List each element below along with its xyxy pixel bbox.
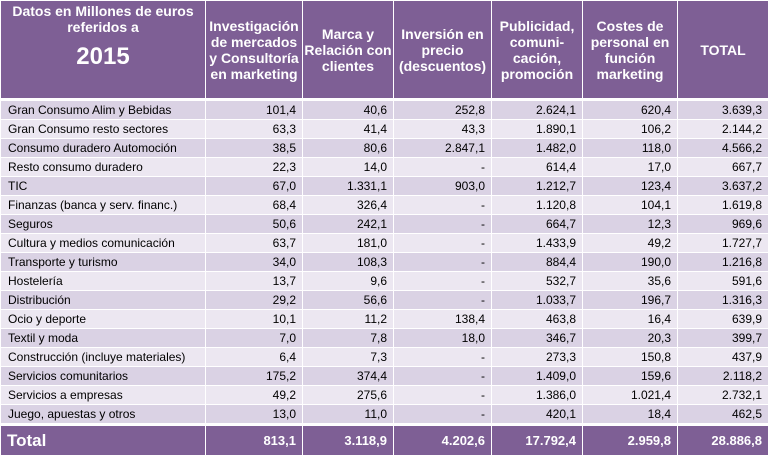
- value-cell: 374,4: [303, 367, 394, 386]
- value-cell: 1.120,8: [492, 196, 583, 215]
- value-cell: 273,3: [492, 348, 583, 367]
- header-corner: [1, 1, 206, 100]
- value-cell: 437,9: [678, 348, 768, 367]
- table-row: [1, 100, 768, 120]
- col-header-publicidad: Publicidad, comuni-cación, promoción: [492, 1, 583, 100]
- value-cell: 80,6: [303, 139, 394, 158]
- value-cell: 190,0: [583, 253, 678, 272]
- value-cell: 2.144,2: [678, 120, 768, 139]
- value-cell: 118,0: [583, 139, 678, 158]
- value-cell: 463,8: [492, 310, 583, 329]
- value-cell: 1.212,7: [492, 177, 583, 196]
- value-cell: 532,7: [492, 272, 583, 291]
- value-cell: 9,6: [303, 272, 394, 291]
- sector-label: Gran Consumo Alim y Bebidas: [1, 100, 206, 120]
- value-cell: -: [394, 253, 492, 272]
- value-cell: 1.021,4: [583, 386, 678, 405]
- value-cell: 63,3: [206, 120, 303, 139]
- value-cell: 22,3: [206, 158, 303, 177]
- value-cell: 50,6: [206, 215, 303, 234]
- sector-label: Construcción (incluye materiales): [1, 348, 206, 367]
- value-cell: 150,8: [583, 348, 678, 367]
- table-row: [1, 291, 768, 310]
- table-row: [1, 367, 768, 386]
- sector-label: Cultura y medios comunicación: [1, 234, 206, 253]
- value-cell: 6,4: [206, 348, 303, 367]
- value-cell: 196,7: [583, 291, 678, 310]
- col-header-marca: Marca y Relación con clientes: [303, 1, 394, 100]
- table-row: [1, 215, 768, 234]
- total-row: [1, 425, 768, 456]
- value-cell: 275,6: [303, 386, 394, 405]
- total-cell: 813,1: [206, 425, 303, 456]
- value-cell: 29,2: [206, 291, 303, 310]
- value-cell: 1.033,7: [492, 291, 583, 310]
- header-units-label: Datos en Millones de euros referidos a: [1, 3, 205, 35]
- value-cell: 10,1: [206, 310, 303, 329]
- value-cell: 35,6: [583, 272, 678, 291]
- value-cell: 3.637,2: [678, 177, 768, 196]
- value-cell: 903,0: [394, 177, 492, 196]
- value-cell: 104,1: [583, 196, 678, 215]
- value-cell: 11,2: [303, 310, 394, 329]
- value-cell: 884,4: [492, 253, 583, 272]
- value-cell: 43,3: [394, 120, 492, 139]
- value-cell: -: [394, 196, 492, 215]
- value-cell: 7,3: [303, 348, 394, 367]
- value-cell: 18,4: [583, 405, 678, 425]
- value-cell: 34,0: [206, 253, 303, 272]
- value-cell: 462,5: [678, 405, 768, 425]
- table-row: [1, 120, 768, 139]
- value-cell: 420,1: [492, 405, 583, 425]
- table-row: [1, 272, 768, 291]
- table-row: [1, 310, 768, 329]
- sector-label: Finanzas (banca y serv. financ.): [1, 196, 206, 215]
- value-cell: 40,6: [303, 100, 394, 120]
- value-cell: 614,4: [492, 158, 583, 177]
- table-row: [1, 177, 768, 196]
- sector-label: Transporte y turismo: [1, 253, 206, 272]
- table-row: [1, 329, 768, 348]
- value-cell: 159,6: [583, 367, 678, 386]
- value-cell: 16,4: [583, 310, 678, 329]
- table-row: [1, 386, 768, 405]
- sector-label: Gran Consumo resto sectores: [1, 120, 206, 139]
- sector-label: Hostelería: [1, 272, 206, 291]
- col-header-inversion-precio: Inversión en precio (descuentos): [394, 1, 492, 100]
- value-cell: -: [394, 405, 492, 425]
- value-cell: 101,4: [206, 100, 303, 120]
- value-cell: 11,0: [303, 405, 394, 425]
- col-header-costes-personal: Costes de personal en función marketing: [583, 1, 678, 100]
- value-cell: 4.566,2: [678, 139, 768, 158]
- value-cell: 664,7: [492, 215, 583, 234]
- sector-label: Ocio y deporte: [1, 310, 206, 329]
- value-cell: 56,6: [303, 291, 394, 310]
- value-cell: 2.847,1: [394, 139, 492, 158]
- value-cell: 326,4: [303, 196, 394, 215]
- value-cell: 13,0: [206, 405, 303, 425]
- value-cell: 969,6: [678, 215, 768, 234]
- value-cell: 1.316,3: [678, 291, 768, 310]
- value-cell: -: [394, 367, 492, 386]
- sector-label: TIC: [1, 177, 206, 196]
- value-cell: 123,4: [583, 177, 678, 196]
- value-cell: 38,5: [206, 139, 303, 158]
- value-cell: 639,9: [678, 310, 768, 329]
- value-cell: -: [394, 158, 492, 177]
- value-cell: 1.216,8: [678, 253, 768, 272]
- value-cell: 181,0: [303, 234, 394, 253]
- sector-label: Consumo duradero Automoción: [1, 139, 206, 158]
- value-cell: 346,7: [492, 329, 583, 348]
- value-cell: 620,4: [583, 100, 678, 120]
- total-label: Total: [1, 425, 206, 456]
- value-cell: 1.727,7: [678, 234, 768, 253]
- total-cell: 28.886,8: [678, 425, 768, 456]
- value-cell: 67,0: [206, 177, 303, 196]
- table-row: [1, 139, 768, 158]
- value-cell: 667,7: [678, 158, 768, 177]
- header-row: [1, 1, 768, 100]
- header-year: 2015: [1, 42, 205, 72]
- value-cell: 12,3: [583, 215, 678, 234]
- value-cell: 1.890,1: [492, 120, 583, 139]
- value-cell: 7,8: [303, 329, 394, 348]
- value-cell: 1.331,1: [303, 177, 394, 196]
- value-cell: 41,4: [303, 120, 394, 139]
- value-cell: 1.386,0: [492, 386, 583, 405]
- sector-label: Servicios comunitarios: [1, 367, 206, 386]
- value-cell: 175,2: [206, 367, 303, 386]
- total-cell: 17.792,4: [492, 425, 583, 456]
- value-cell: -: [394, 291, 492, 310]
- total-cell: 3.118,9: [303, 425, 394, 456]
- value-cell: 13,7: [206, 272, 303, 291]
- sector-label: Resto consumo duradero: [1, 158, 206, 177]
- table-row: [1, 158, 768, 177]
- table-body: [1, 100, 768, 425]
- value-cell: 14,0: [303, 158, 394, 177]
- sector-label: Servicios a empresas: [1, 386, 206, 405]
- value-cell: 49,2: [206, 386, 303, 405]
- table-row: [1, 196, 768, 215]
- value-cell: 63,7: [206, 234, 303, 253]
- table-row: [1, 405, 768, 425]
- value-cell: 591,6: [678, 272, 768, 291]
- value-cell: 399,7: [678, 329, 768, 348]
- value-cell: 1.433,9: [492, 234, 583, 253]
- value-cell: 18,0: [394, 329, 492, 348]
- total-cell: 4.202,6: [394, 425, 492, 456]
- value-cell: 49,2: [583, 234, 678, 253]
- total-cell: 2.959,8: [583, 425, 678, 456]
- sector-label: Juego, apuestas y otros: [1, 405, 206, 425]
- value-cell: 2.624,1: [492, 100, 583, 120]
- value-cell: -: [394, 348, 492, 367]
- value-cell: 138,4: [394, 310, 492, 329]
- sector-label: Textil y moda: [1, 329, 206, 348]
- value-cell: 242,1: [303, 215, 394, 234]
- value-cell: 106,2: [583, 120, 678, 139]
- col-header-total: TOTAL: [678, 1, 768, 100]
- col-header-investigacion: Investigación de mercados y Consultoría en marketing: [206, 1, 303, 100]
- value-cell: -: [394, 386, 492, 405]
- value-cell: 3.639,3: [678, 100, 768, 120]
- value-cell: -: [394, 215, 492, 234]
- table-row: [1, 253, 768, 272]
- value-cell: 20,3: [583, 329, 678, 348]
- table-row: [1, 348, 768, 367]
- value-cell: 108,3: [303, 253, 394, 272]
- value-cell: -: [394, 234, 492, 253]
- value-cell: 1.409,0: [492, 367, 583, 386]
- value-cell: 1.482,0: [492, 139, 583, 158]
- sector-label: Seguros: [1, 215, 206, 234]
- value-cell: 1.619,8: [678, 196, 768, 215]
- value-cell: 7,0: [206, 329, 303, 348]
- sector-label: Distribución: [1, 291, 206, 310]
- value-cell: -: [394, 272, 492, 291]
- value-cell: 68,4: [206, 196, 303, 215]
- value-cell: 2.732,1: [678, 386, 768, 405]
- table-row: [1, 234, 768, 253]
- value-cell: 2.118,2: [678, 367, 768, 386]
- value-cell: 252,8: [394, 100, 492, 120]
- value-cell: 17,0: [583, 158, 678, 177]
